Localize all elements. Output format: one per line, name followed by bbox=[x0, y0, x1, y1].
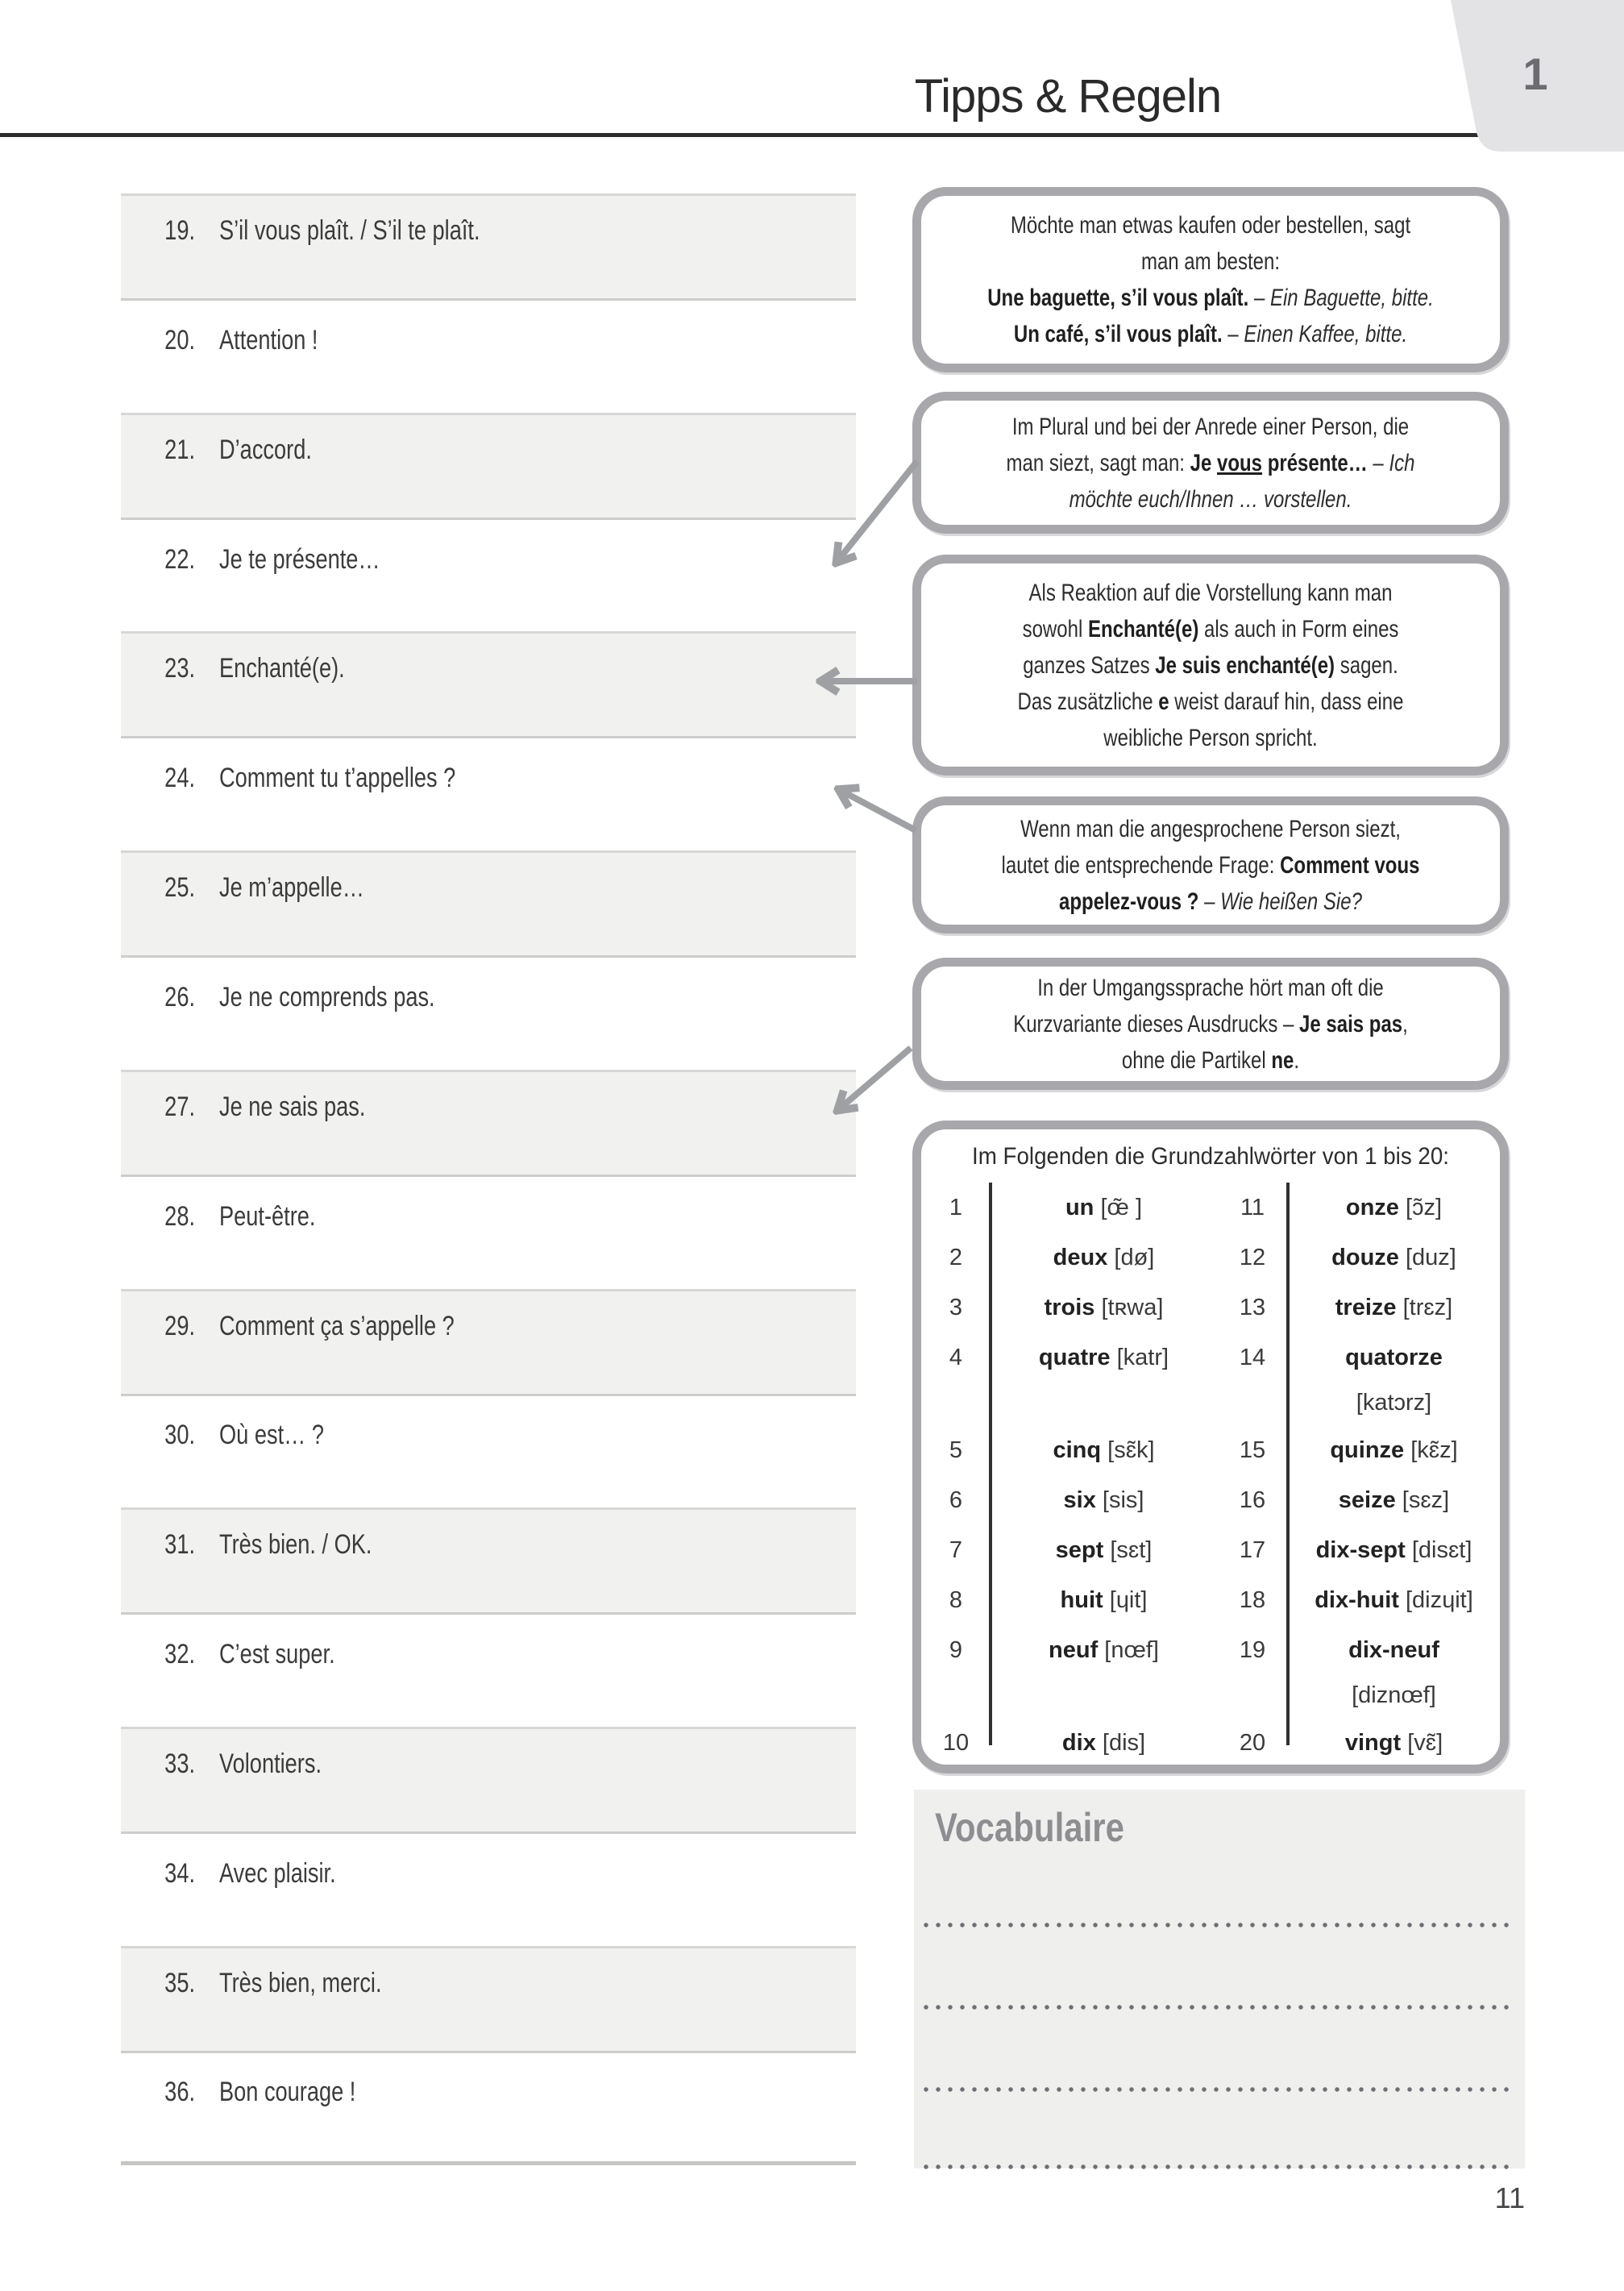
number-word-cell bbox=[991, 1718, 1217, 1768]
numbers-table-row bbox=[921, 1575, 1500, 1625]
phonetic-transcription: [sis] bbox=[1095, 1487, 1144, 1513]
tip-text-segment: e bbox=[1158, 688, 1169, 715]
phrase-number: 36. bbox=[164, 2077, 195, 2107]
tip-text-segment: Enchanté(e) bbox=[1087, 615, 1199, 642]
french-number-word: huit bbox=[1060, 1587, 1103, 1613]
digit-cell: 2 bbox=[949, 1245, 963, 1270]
table-divider-right bbox=[1286, 1183, 1290, 1745]
tip-text-segment: appelez-vous ? bbox=[1059, 888, 1199, 915]
number-word-cell bbox=[991, 1475, 1217, 1525]
numbers-table-rows bbox=[921, 1183, 1500, 1756]
tip-text bbox=[921, 575, 1500, 756]
phrase-row-22 bbox=[121, 522, 856, 630]
phrase-number: 22. bbox=[164, 544, 195, 575]
tip-box-comment-vous-appelez-vous bbox=[912, 796, 1509, 933]
phonetic-transcription: [diznœf] bbox=[1352, 1682, 1436, 1708]
number-word-cell bbox=[991, 1625, 1217, 1718]
tip-box-enchante bbox=[912, 555, 1509, 775]
phonetic-transcription: [dis] bbox=[1095, 1730, 1146, 1756]
digit-cell: 18 bbox=[1239, 1587, 1266, 1613]
numbers-table-row bbox=[921, 1718, 1500, 1768]
tip-text-segment: Ein Baguette, bitte. bbox=[1269, 285, 1434, 311]
french-number-word: douze bbox=[1331, 1245, 1399, 1270]
number-word-cell bbox=[1288, 1625, 1500, 1718]
phrase-number: 19. bbox=[164, 215, 195, 246]
tip-text-segment: ganzes Satzes bbox=[1023, 651, 1156, 679]
phrase-row-35 bbox=[121, 1946, 856, 2053]
number-word-cell bbox=[991, 1525, 1217, 1575]
tip-text-segment: Als Reaktion auf die Vorstellung kann man bbox=[1028, 579, 1393, 606]
digit-cell: 10 bbox=[942, 1730, 970, 1756]
digit-cell: 1 bbox=[949, 1195, 963, 1220]
phrase-row-20 bbox=[121, 303, 856, 410]
number-word-cell bbox=[991, 1575, 1217, 1625]
number-word-cell bbox=[991, 1183, 1217, 1233]
tip-text-segment: ohne die Partikel bbox=[1121, 1046, 1272, 1074]
phrase-row-32 bbox=[121, 1617, 856, 1724]
tip-text-segment: möchte euch/Ihnen … vorstellen. bbox=[1069, 485, 1352, 513]
tip-text-segment: Ich bbox=[1389, 449, 1415, 476]
phrase-text: Peut-être. bbox=[219, 1201, 316, 1232]
tip-text-segment: Im Plural und bei der Anrede einer Person, die bbox=[1011, 413, 1410, 440]
phrase-text: Je te présente… bbox=[219, 544, 380, 575]
tip-text-segment: Je bbox=[1190, 449, 1218, 476]
vocabulaire-title: Vocabulaire bbox=[935, 1805, 1124, 1850]
page-title: Tipps & Regeln bbox=[914, 70, 1222, 123]
phrase-number: 26. bbox=[164, 982, 195, 1012]
french-number-word: quatre bbox=[1038, 1345, 1111, 1370]
numbers-table-row bbox=[921, 1475, 1500, 1525]
tip-text-segment: weibliche Person spricht. bbox=[1103, 724, 1318, 751]
phrase-row-30 bbox=[121, 1398, 856, 1505]
french-number-word: dix-neuf bbox=[1348, 1637, 1439, 1663]
phrase-number: 25. bbox=[164, 872, 195, 903]
tip-text-segment: Wie heißen Sie? bbox=[1220, 888, 1362, 915]
tip-text-segment: vous bbox=[1217, 449, 1263, 476]
phonetic-transcription: [duz] bbox=[1398, 1245, 1456, 1270]
numbers-table-row bbox=[921, 1233, 1500, 1283]
french-number-word: seize bbox=[1338, 1487, 1396, 1513]
phonetic-transcription: [ɥit] bbox=[1103, 1587, 1148, 1613]
phrase-text: Je ne comprends pas. bbox=[219, 982, 435, 1012]
phrase-text: Comment ça s’appelle ? bbox=[219, 1311, 455, 1341]
chapter-tab: 1 bbox=[1522, 48, 1548, 99]
tip-text-segment: man siezt, sagt man: bbox=[1006, 449, 1190, 476]
digit-cell: 13 bbox=[1239, 1295, 1266, 1320]
tip-text-segment: , bbox=[1402, 1010, 1408, 1037]
digit-cell: 17 bbox=[1239, 1537, 1266, 1563]
french-number-word: quinze bbox=[1330, 1437, 1405, 1463]
phrase-row-28 bbox=[121, 1179, 856, 1287]
tip-text-segment: présente… bbox=[1262, 449, 1368, 476]
french-number-word: un bbox=[1065, 1195, 1094, 1220]
phrase-text: Où est… ? bbox=[219, 1420, 325, 1450]
phrase-text: Avec plaisir. bbox=[219, 1858, 336, 1889]
tip-text-segment: als auch in Form eines bbox=[1198, 615, 1399, 642]
tip-text-segment: sagen. bbox=[1335, 651, 1398, 679]
phrase-number: 24. bbox=[164, 763, 195, 793]
vocabulaire-blank-line bbox=[924, 1923, 1514, 1927]
numbers-table-row bbox=[921, 1283, 1500, 1333]
tip-text-segment: man am besten: bbox=[1140, 248, 1281, 275]
french-number-word: sept bbox=[1055, 1537, 1104, 1563]
vocabulaire-blank-line bbox=[924, 2087, 1514, 2092]
phonetic-transcription: [trɛz] bbox=[1396, 1295, 1453, 1320]
numbers-table-row bbox=[921, 1525, 1500, 1575]
digit-cell: 11 bbox=[1240, 1195, 1265, 1220]
number-word-cell bbox=[1288, 1283, 1500, 1333]
phrase-row-24 bbox=[121, 741, 856, 848]
tip-text bbox=[921, 970, 1500, 1079]
phrase-number: 20. bbox=[164, 325, 195, 356]
number-word-cell bbox=[1288, 1233, 1500, 1283]
tip-text-segment: Einen Kaffee, bitte. bbox=[1244, 321, 1408, 347]
french-number-word: dix-huit bbox=[1315, 1587, 1399, 1613]
tip-text-segment: Comment vous bbox=[1280, 851, 1420, 879]
phrase-list bbox=[121, 0, 856, 2291]
phrase-text: Très bien. / OK. bbox=[219, 1529, 372, 1560]
digit-cell: 9 bbox=[949, 1637, 963, 1663]
tip-text-segment: Une baguette, s’il vous plaît. bbox=[987, 285, 1249, 311]
phonetic-transcription: [ɔ̃z] bbox=[1398, 1195, 1443, 1220]
phrase-row-34 bbox=[121, 1836, 856, 1944]
phrase-row-19 bbox=[121, 193, 856, 301]
phrase-row-36 bbox=[121, 2055, 856, 2162]
digit-cell: 4 bbox=[949, 1345, 963, 1370]
phonetic-transcription: [vɛ̃] bbox=[1401, 1730, 1443, 1756]
phrase-row-27 bbox=[121, 1070, 856, 1177]
number-word-cell bbox=[991, 1283, 1217, 1333]
phrase-number: 31. bbox=[164, 1529, 195, 1560]
tip-text-segment: sowohl bbox=[1022, 615, 1088, 642]
tip-text-segment: In der Umgangssprache hört man oft die bbox=[1037, 974, 1384, 1001]
tip-box-je-sais-pas bbox=[912, 958, 1509, 1090]
list-end-rule bbox=[121, 2161, 856, 2165]
tip-text-segment: – bbox=[1198, 888, 1221, 915]
phonetic-transcription: [katɔrz] bbox=[1356, 1390, 1432, 1416]
digit-cell: 16 bbox=[1239, 1487, 1266, 1513]
phrase-text: Enchanté(e). bbox=[219, 653, 345, 684]
number-word-cell bbox=[1288, 1425, 1500, 1475]
numbers-table-row bbox=[921, 1183, 1500, 1233]
phonetic-transcription: [katr] bbox=[1110, 1345, 1169, 1370]
numbers-table-row bbox=[921, 1625, 1500, 1718]
number-word-cell bbox=[1288, 1575, 1500, 1625]
tip-text-segment: . bbox=[1294, 1046, 1300, 1074]
french-number-word: dix-sept bbox=[1315, 1537, 1406, 1563]
phrase-number: 32. bbox=[164, 1639, 195, 1669]
phrase-number: 29. bbox=[164, 1311, 195, 1341]
phrase-number: 34. bbox=[164, 1858, 195, 1889]
tip-text bbox=[921, 409, 1500, 518]
phrase-row-29 bbox=[121, 1289, 856, 1396]
phrase-number: 23. bbox=[164, 653, 195, 684]
digit-cell: 8 bbox=[949, 1587, 963, 1613]
phrase-number: 33. bbox=[164, 1748, 195, 1779]
tip-text-segment: Je sais pas bbox=[1299, 1010, 1403, 1037]
vocabulaire-blank-line bbox=[924, 2005, 1514, 2010]
phonetic-transcription: [sɛz] bbox=[1395, 1487, 1450, 1513]
phrase-number: 27. bbox=[164, 1091, 195, 1122]
french-number-word: quatorze bbox=[1345, 1345, 1443, 1370]
french-number-word: cinq bbox=[1053, 1437, 1102, 1463]
phrase-text: Attention ! bbox=[219, 325, 318, 356]
tip-text-segment: – bbox=[1248, 285, 1270, 311]
phrase-row-25 bbox=[121, 850, 856, 958]
digit-cell: 20 bbox=[1239, 1730, 1266, 1756]
tip-text bbox=[921, 207, 1500, 352]
digit-cell: 14 bbox=[1239, 1345, 1266, 1370]
french-number-word: neuf bbox=[1049, 1637, 1099, 1663]
french-number-word: vingt bbox=[1344, 1730, 1402, 1756]
phonetic-transcription: [kɛ̃z] bbox=[1404, 1437, 1458, 1463]
digit-cell: 6 bbox=[949, 1487, 963, 1513]
table-divider-left bbox=[989, 1183, 992, 1745]
number-word-cell bbox=[1288, 1718, 1500, 1768]
numbers-box-title: Im Folgenden die Grundzahlwörter von 1 bis 20: bbox=[972, 1143, 1449, 1170]
tip-text-segment: Un café, s’il vous plaît. bbox=[1013, 321, 1223, 347]
phrase-text: Comment tu t’appelles ? bbox=[219, 763, 456, 793]
phrase-text: D’accord. bbox=[219, 434, 312, 465]
tip-text-segment: lautet die entsprechende Frage: bbox=[1001, 851, 1281, 879]
number-word-cell bbox=[1288, 1525, 1500, 1575]
tip-box-buying-ordering bbox=[912, 187, 1509, 372]
phrase-text: Je m’appelle… bbox=[219, 872, 364, 903]
french-number-word: dix bbox=[1061, 1730, 1096, 1756]
number-word-cell bbox=[991, 1333, 1217, 1425]
tip-text bbox=[921, 811, 1500, 920]
phonetic-transcription: [sɛt] bbox=[1103, 1537, 1153, 1563]
number-word-cell bbox=[991, 1233, 1217, 1283]
digit-cell: 12 bbox=[1239, 1245, 1266, 1270]
tip-text-segment: weist darauf hin, dass eine bbox=[1169, 688, 1404, 715]
phrase-text: C’est super. bbox=[219, 1639, 335, 1669]
phrase-text: S’il vous plaît. / S’il te plaît. bbox=[219, 215, 480, 246]
tip-text-segment: Möchte man etwas kaufen oder bestellen, sagt bbox=[1010, 212, 1411, 239]
phrase-text: Bon courage ! bbox=[219, 2077, 356, 2107]
french-number-word: onze bbox=[1345, 1195, 1399, 1220]
digit-cell: 5 bbox=[949, 1437, 963, 1463]
phrase-number: 30. bbox=[164, 1420, 195, 1450]
phrase-number: 28. bbox=[164, 1201, 195, 1232]
phrase-number: 21. bbox=[164, 434, 195, 465]
tip-text-segment: – bbox=[1367, 449, 1389, 476]
phonetic-transcription: [tʀwa] bbox=[1094, 1295, 1164, 1320]
phrase-row-26 bbox=[121, 960, 856, 1067]
number-word-cell bbox=[1288, 1183, 1500, 1233]
page-number: 11 bbox=[1494, 2181, 1525, 2214]
numbers-table-row bbox=[921, 1425, 1500, 1475]
phrase-number: 35. bbox=[164, 1968, 195, 1998]
phrase-text: Volontiers. bbox=[219, 1748, 322, 1779]
numbers-box bbox=[912, 1121, 1509, 1773]
french-number-word: treize bbox=[1335, 1295, 1397, 1320]
tip-text-segment: Je suis enchanté(e) bbox=[1155, 651, 1335, 679]
phonetic-transcription: [dø] bbox=[1107, 1245, 1155, 1270]
digit-cell: 3 bbox=[949, 1295, 963, 1320]
vocabulaire-blank-line bbox=[924, 2164, 1514, 2169]
tip-text-segment: Wenn man die angesprochene Person siezt, bbox=[1020, 815, 1401, 842]
phrase-row-31 bbox=[121, 1507, 856, 1615]
digit-cell: 19 bbox=[1239, 1637, 1266, 1663]
phrase-row-21 bbox=[121, 413, 856, 520]
phonetic-transcription: [nœf] bbox=[1098, 1637, 1159, 1663]
tip-text-segment: Kurzvariante dieses Ausdrucks – bbox=[1013, 1010, 1300, 1037]
digit-cell: 7 bbox=[949, 1537, 963, 1563]
number-word-cell bbox=[1288, 1475, 1500, 1525]
tip-text-segment: ne bbox=[1271, 1046, 1294, 1074]
french-number-word: deux bbox=[1053, 1245, 1108, 1270]
number-word-cell bbox=[1288, 1333, 1500, 1425]
vocabulaire-section bbox=[914, 1790, 1525, 2168]
number-word-cell bbox=[991, 1425, 1217, 1475]
tip-text-segment: Das zusätzliche bbox=[1017, 688, 1159, 715]
phrase-row-23 bbox=[121, 631, 856, 738]
tip-text-segment: – bbox=[1222, 321, 1244, 347]
phrase-row-33 bbox=[121, 1727, 856, 1834]
french-number-word: six bbox=[1063, 1487, 1096, 1513]
phrase-text: Très bien, merci. bbox=[219, 1968, 382, 1998]
phonetic-transcription: [œ̃ ] bbox=[1094, 1195, 1143, 1220]
phonetic-transcription: [disɛt] bbox=[1405, 1537, 1472, 1563]
tip-box-je-vous-presente bbox=[912, 392, 1509, 534]
phrase-text: Je ne sais pas. bbox=[219, 1091, 366, 1122]
numbers-table-row bbox=[921, 1333, 1500, 1425]
phonetic-transcription: [dizɥit] bbox=[1398, 1587, 1473, 1613]
phonetic-transcription: [sɛ̃k] bbox=[1101, 1437, 1155, 1463]
digit-cell: 15 bbox=[1239, 1437, 1266, 1463]
french-number-word: trois bbox=[1044, 1295, 1095, 1320]
